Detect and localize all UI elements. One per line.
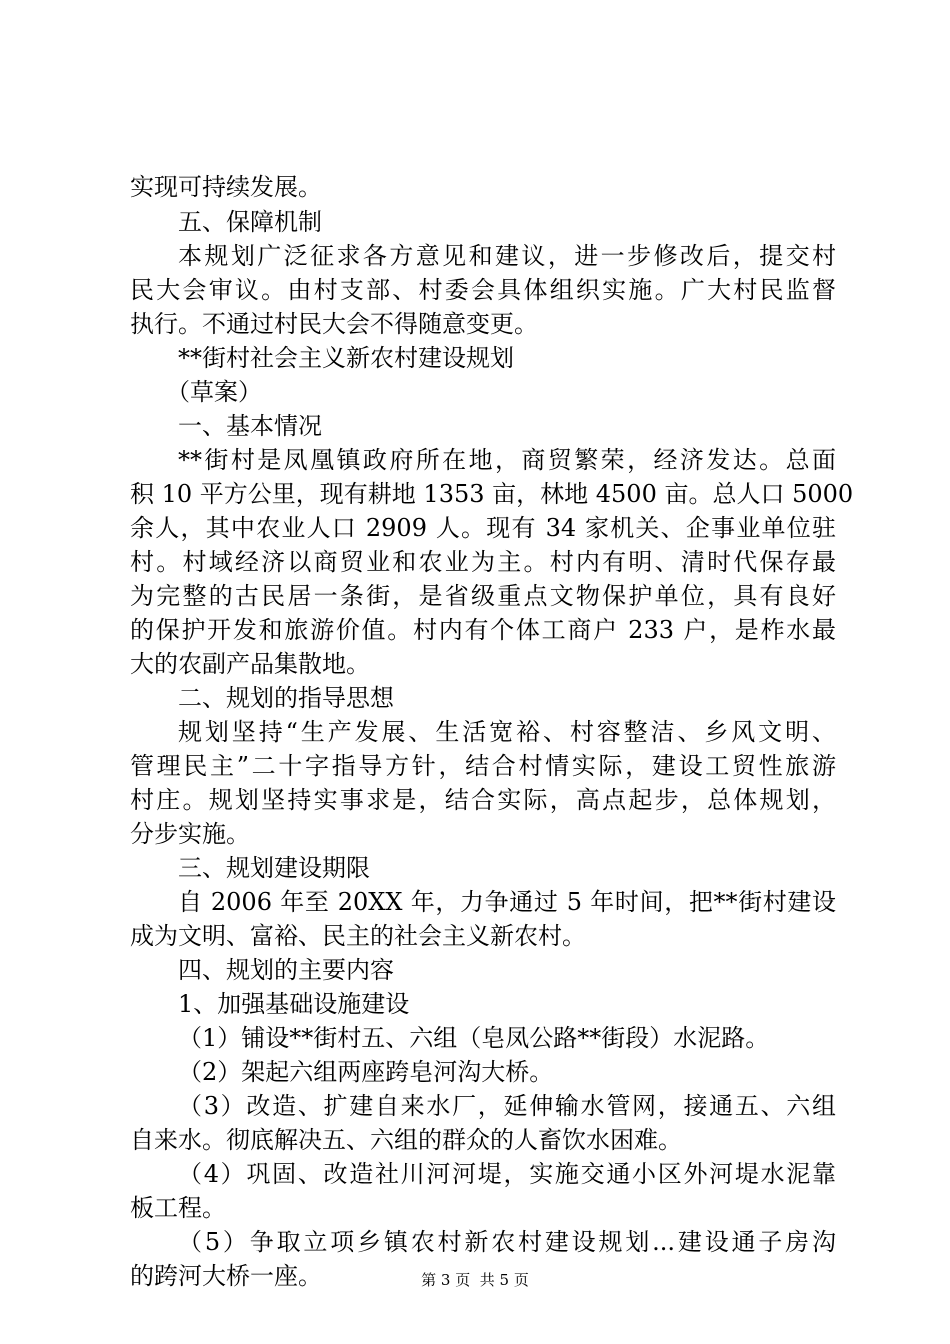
text-line: **街村是凤凰镇政府所在地，商贸繁荣，经济发达。总面 <box>178 446 836 474</box>
list-item: （4）巩固、改造社川河河堤，实施交通小区外河堤水泥靠 <box>178 1160 836 1188</box>
section-heading: 五、保障机制 <box>178 208 322 236</box>
text-line: 村庄。规划坚持实事求是，结合实际，高点起步，总体规划， <box>130 786 836 814</box>
subsection-heading: 1、加强基础设施建设 <box>178 990 410 1018</box>
text-line: 村。村域经济以商贸业和农业为主。村内有明、清时代保存最 <box>130 548 836 576</box>
text-line: 民大会审议。由村支部、村委会具体组织实施。广大村民监督 <box>130 276 836 304</box>
text-line: 的保护开发和旅游价值。村内有个体工商户 233 户，是柞水最 <box>130 616 836 644</box>
section-heading: 三、规划建设期限 <box>178 854 370 882</box>
text-line: 分步实施。 <box>130 820 250 848</box>
list-item: （3）改造、扩建自来水厂，延伸输水管网，接通五、六组 <box>178 1092 836 1120</box>
text-line: 为完整的古民居一条街，是省级重点文物保护单位，具有良好 <box>130 582 836 610</box>
section-heading: 二、规划的指导思想 <box>178 684 394 712</box>
section-heading: 一、基本情况 <box>178 412 322 440</box>
list-item: （5）争取立项乡镇农村新农村建设规划...建设通子房沟 <box>178 1228 836 1256</box>
text-line: 积 10 平方公里，现有耕地 1353 亩，林地 4500 亩。总人口 5000 <box>130 480 854 508</box>
text-line: 实现可持续发展。 <box>130 173 322 201</box>
text-line: 成为文明、富裕、民主的社会主义新农村。 <box>130 922 586 950</box>
section-heading: 四、规划的主要内容 <box>178 956 394 984</box>
list-item: （1）铺设**街村五、六组（皂凤公路**街段）水泥路。 <box>178 1024 770 1052</box>
text-line: 大的农副产品集散地。 <box>130 650 370 678</box>
text-line: 本规划广泛征求各方意见和建议，进一步修改后，提交村 <box>178 242 836 270</box>
text-line: 管理民主”二十字指导方针，结合村情实际，建设工贸性旅游 <box>130 752 836 780</box>
text-line: 自来水。彻底解决五、六组的群众的人畜饮水困难。 <box>130 1126 682 1154</box>
text-line: 执行。不通过村民大会不得随意变更。 <box>130 310 538 338</box>
text-line: 自 2006 年至 20XX 年，力争通过 5 年时间，把**街村建设 <box>178 888 836 916</box>
page-number-footer: 第 3 页 共 5 页 <box>421 1271 529 1289</box>
text-line: 的跨河大桥一座。 <box>130 1262 322 1290</box>
document-subtitle: （草案） <box>166 378 262 406</box>
document-title: **街村社会主义新农村建设规划 <box>178 344 514 372</box>
text-line: 余人，其中农业人口 2909 人。现有 34 家机关、企事业单位驻 <box>130 514 836 542</box>
text-line: 板工程。 <box>130 1194 226 1222</box>
list-item: （2）架起六组两座跨皂河沟大桥。 <box>178 1058 554 1086</box>
text-line: 规划坚持“生产发展、生活宽裕、村容整洁、乡风文明、 <box>178 718 836 746</box>
